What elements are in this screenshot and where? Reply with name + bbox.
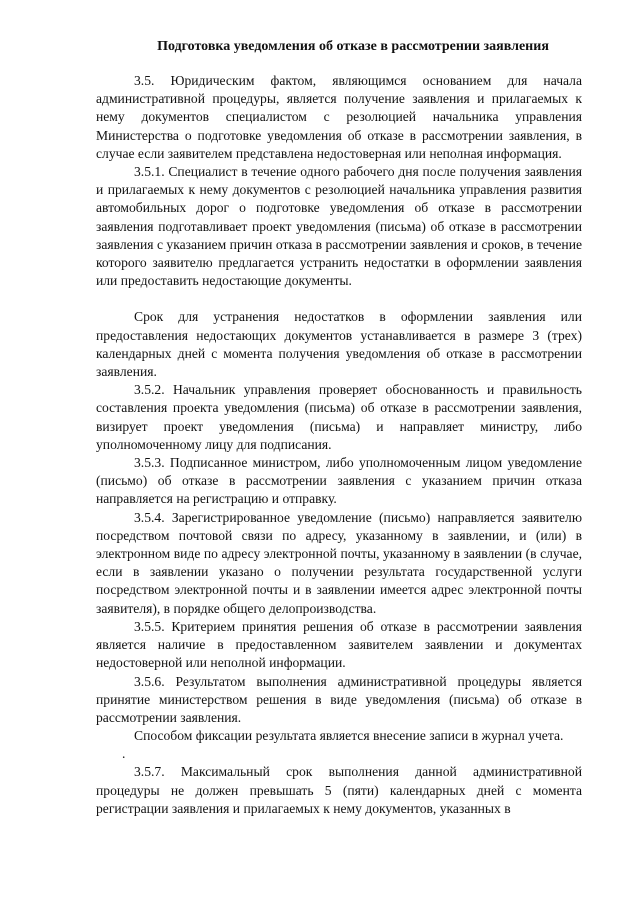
paragraph-fixation: Способом фиксации результата является внесение записи в журнал учета. [134,728,564,744]
section-title: Подготовка уведомления об отказе в рассмотрении заявления [157,39,549,54]
paragraph-3-5-2: 3.5.2. Начальник управления проверяет обоснованность и правильность составления проекта уведомления (письма) об отказе в рассмотрении заявления, визирует проект уведомления (письма) и направляет министру, либо уполномоченному лицу для подписания. [96,382,582,452]
paragraph-3-5-6: 3.5.6. Результатом выполнения административной процедуры является принятие министерством решения в виде уведомления (письма) об отказе в рассмотрении заявления. [96,673,582,725]
paragraph-3-5-3: 3.5.3. Подписанное министром, либо уполномоченным лицом уведомление (письмо) об отказе в рассмотрении заявления с указанием причин отказа направляется на регистрацию и отправку. [96,455,582,507]
paragraph-deadline: Срок для устранения недостатков в оформлении заявления или предоставления недостающих документов устанавливается в размере 3 (трех) календарных дней с момента получения уведомления об отказе в рассмотрении заявления. [96,309,582,380]
paragraph-3-5-4: 3.5.4. Зарегистрированное уведомление (письмо) направляется заявителю посредством почтовой связи по адресу, указанному в заявлении, и (или) в электронном виде по адресу электронной почты, указанному в заявлении (в случае, если в заявлении указано о получении результата государственной услуги посредством электронной почты и в заявлении имеется адрес электронной почты заявителя), в порядке общего делопроизводства. [96,509,582,616]
stray-dot: . [122,746,126,762]
paragraph-3-5-7: 3.5.7. Максимальный срок выполнения данной административной процедуры не должен превышать 5 (пяти) календарных дней с момента регистрации заявления и прилагаемых к нему документов, указанных в [96,764,582,816]
blank-line [96,290,582,308]
paragraph-3-5-1: 3.5.1. Специалист в течение одного рабочего дня после получения заявления и прилагаемых к нему документов с резолюцией начальника управления развития автомобильных дорог о подготовке уведомления об отказе в рассмотрении заявления подготавливает проект уведомления (письма) об отказе в рассмотрении заявления с указанием причин отказа в рассмотрении заявления и сроков, в течение которого заявителю предлагается устранить недостатки в оформлении заявления или предоставить недостающие документы. [96,164,582,289]
document-page [96,38,582,818]
paragraph-3-5-5: 3.5.5. Критерием принятия решения об отказе в рассмотрении заявления является наличие в предоставленном заявителем заявлении и документах недостоверной или неполной информации. [96,618,582,671]
paragraph-3-5: 3.5. Юридическим фактом, являющимся основанием для начала административной процедуры, является получение заявления и прилагаемых к нему документов специалистом с резолюцией начальника управления Министерства о подготовке уведомления об отказе в рассмотрении заявления, в случае если заявителем представлена недостоверная или неполная информация. [96,73,582,161]
